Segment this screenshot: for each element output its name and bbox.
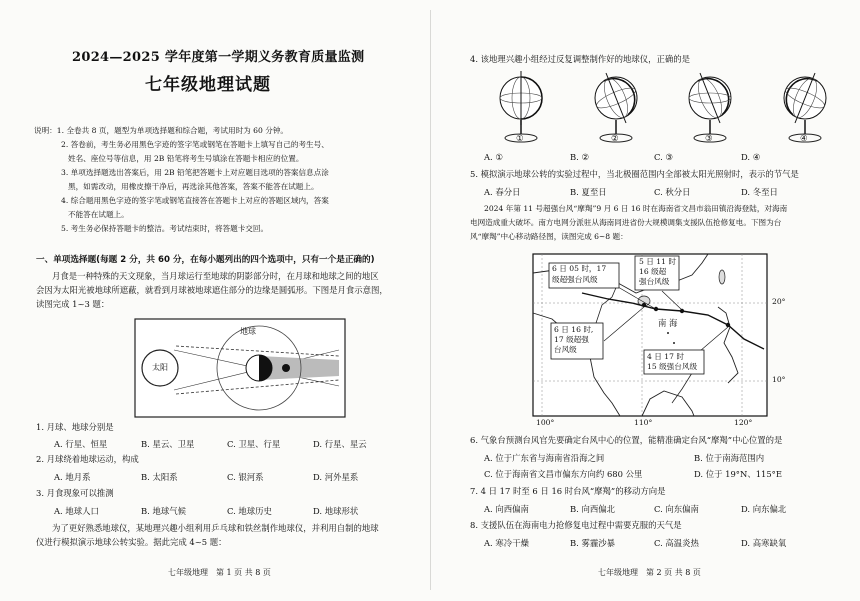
q3-stem: 3. 月食现象可以推测 xyxy=(36,488,114,498)
note-4b: 不能答在试题上。 xyxy=(68,210,129,219)
q5-option-d[interactable]: D. 冬至日 xyxy=(741,187,778,197)
q8-option-d[interactable]: D. 高寒缺氧 xyxy=(741,538,787,548)
q6-stem: 6. 气象台预测台风官先要确定台风中心的位置，能精准确定台风“摩羯”中心位置的是 xyxy=(470,435,783,445)
globe-3 xyxy=(689,73,731,142)
q2-option-c[interactable]: C. 银河系 xyxy=(227,472,264,482)
q7-option-d[interactable]: D. 向东偏北 xyxy=(741,504,787,514)
page-divider xyxy=(430,10,431,590)
intro3-line-2: 电网造成重大破坏。南方电网分派驻从海南同进省份大规模调集支援队伍抢修复电。下图为台 xyxy=(470,218,782,227)
globe-label-1: ① xyxy=(516,133,524,143)
globe-label-3: ③ xyxy=(705,133,713,143)
map-label-b-3: 强台风级 xyxy=(639,277,670,286)
intro3-line-3: 风“摩羯”中心移动路径图，读图完成 6~8 题： xyxy=(470,232,628,241)
q8-stem: 8. 支援队伍在海南电力抢修复电过程中需要克服的天气是 xyxy=(470,520,682,530)
globe-label-4: ④ xyxy=(800,133,808,143)
map-lat-10: 10° xyxy=(772,375,786,384)
globe-4 xyxy=(783,73,826,142)
map-label-c-2: 17 级超强 xyxy=(554,335,589,344)
globe-2 xyxy=(594,73,637,142)
q6-option-a[interactable]: A. 位于广东省与海南省沿海之间 xyxy=(484,453,605,463)
note-5: 5. 考生务必保持答题卡的整洁。考试结束时，将答题卡交回。 xyxy=(61,224,269,233)
map-label-b-2: 16 级超 xyxy=(639,267,667,276)
exam-title: 2024—2025 学年度第一学期义务教育质量监测 xyxy=(72,50,365,65)
map-lat-20: 20° xyxy=(772,297,786,306)
q2-option-d[interactable]: D. 河外星系 xyxy=(313,472,359,482)
map-label-d-1: 4 日 17 时 xyxy=(647,352,684,361)
section-heading: 一、单项选择题(每题 2 分，共 60 分，在每小题列出的四个选项中，只有一个是正确的) xyxy=(36,255,375,265)
q3-option-b[interactable]: B. 地球气候 xyxy=(141,506,186,516)
q1-stem: 1. 月球、地球分别是 xyxy=(36,422,114,432)
intro-line-2: 会因为太阳光被地球所遮蔽，就看到月球被地球遮住部分的边缘是圆弧形。下图是月食示意图， xyxy=(36,285,388,295)
q8-option-c[interactable]: C. 高温炎热 xyxy=(654,538,699,548)
globe-1 xyxy=(500,71,542,142)
map-lon-100: 100° xyxy=(536,418,555,427)
q2-option-b[interactable]: B. 太阳系 xyxy=(141,472,178,482)
q7-option-c[interactable]: C. 向东偏南 xyxy=(654,504,699,514)
map-label-a-1: 6 日 05 时，17 xyxy=(552,264,607,273)
q1-option-b[interactable]: B. 星云、卫星 xyxy=(141,439,195,449)
left-footer: 七年级地理 第 1 页 共 8 页 xyxy=(168,568,271,577)
q6-option-d[interactable]: D. 位于 19°N、115°E xyxy=(694,469,782,479)
map-lon-120: 120° xyxy=(734,418,753,427)
note-4: 4. 综合题用黑色字迹的签字笔或钢笔直接答在答题卡上对应的答题区域内，答案 xyxy=(61,196,329,205)
map-label-d-2: 15 级强台风级 xyxy=(647,362,698,371)
map-label-b-1: 5 日 11 时 xyxy=(639,257,676,266)
map-label-c-1: 6 日 16 时, xyxy=(554,325,594,334)
sun-label: 太阳 xyxy=(152,363,168,372)
q5-stem: 5. 模拟演示地球公转的实验过程中，当北极圈范围内全部被太阳光照射时，表示的节气是 xyxy=(470,169,799,179)
q2-stem: 2. 月球绕着地球运动，构成 xyxy=(36,454,139,464)
q7-option-b[interactable]: B. 向西偏北 xyxy=(570,504,615,514)
q3-option-a[interactable]: A. 地球人口 xyxy=(54,506,99,516)
map-label-c-3: 台风级 xyxy=(554,345,577,354)
q4-option-c[interactable]: C. ③ xyxy=(654,152,673,162)
q6-option-b[interactable]: B. 位于南海范围内 xyxy=(694,453,765,463)
q7-stem: 7. 4 日 17 时至 6 日 16 时台风“摩羯”的移动方向是 xyxy=(470,486,666,496)
q4-option-d[interactable]: D. ④ xyxy=(741,152,761,162)
q4-option-a[interactable]: A. ① xyxy=(484,152,503,162)
map-sea-label: 南 海 xyxy=(658,318,678,328)
q1-option-a[interactable]: A. 行星、恒星 xyxy=(54,439,108,449)
earth-label: 地球 xyxy=(240,327,256,336)
q1-option-c[interactable]: C. 卫星、行星 xyxy=(227,439,281,449)
intro2-line-1: 为了更好熟悉地球仪，某地理兴趣小组利用乒乓球和铁丝制作地球仪，并利用自制的地球 xyxy=(52,523,379,533)
intro2-line-2: 仪进行模拟演示地球公转实验。据此完成 4~5 题： xyxy=(36,537,227,547)
right-footer: 七年级地理 第 2 页 共 8 页 xyxy=(598,568,701,577)
globe-label-2: ② xyxy=(611,133,619,143)
q8-option-b[interactable]: B. 雾霾沙暴 xyxy=(570,538,615,548)
q5-option-c[interactable]: C. 秋分日 xyxy=(654,187,691,197)
exam-subtitle: 七年级地理试题 xyxy=(145,75,271,95)
note-2: 2. 答卷前，考生务必用黑色字迹的签字笔或钢笔在答题卡上填写自己的考生号、 xyxy=(61,140,329,149)
note-3b: 黑，如需改动，用橡皮擦干净后，再选涂其他答案，答案不能答在试题上。 xyxy=(68,182,319,191)
q6-option-c[interactable]: C. 位于海南省文昌市偏东方向约 680 公里 xyxy=(484,469,643,479)
q7-option-a[interactable]: A. 向西偏南 xyxy=(484,504,529,514)
q5-option-a[interactable]: A. 春分日 xyxy=(484,187,521,197)
q8-option-a[interactable]: A. 寒冷干燥 xyxy=(484,538,529,548)
globes-figure xyxy=(476,68,840,144)
q3-option-d[interactable]: D. 地球形状 xyxy=(313,506,359,516)
q5-option-b[interactable]: B. 夏至日 xyxy=(570,187,607,197)
intro3-line-1: 2024 年第 11 号超强台风“摩羯”9 月 6 日 16 时在海南省文昌市翁田镇沿海登陆，对海南 xyxy=(484,204,788,213)
note-3: 3. 单项选择题选出答案后，用 2B 铅笔把答题卡上对应题目选项的答案信息点涂 xyxy=(61,168,329,177)
note-1: 说明：1. 全卷共 8 页，题型为单项选择题和综合题，考试用时为 60 分钟。 xyxy=(34,126,289,135)
q4-option-b[interactable]: B. ② xyxy=(570,152,589,162)
intro-line-1: 月食是一种特殊的天文现象，当月球运行至地球的阴影部分时，在月球和地球之间的地区 xyxy=(52,271,379,281)
q4-stem: 4. 该地理兴趣小组经过反复调整制作好的地球仪，正确的是 xyxy=(470,54,691,64)
q3-option-c[interactable]: C. 地球历史 xyxy=(227,506,272,516)
q2-option-a[interactable]: A. 地月系 xyxy=(54,472,91,482)
q1-option-d[interactable]: D. 行星、星云 xyxy=(313,439,367,449)
map-lon-110: 110° xyxy=(634,418,653,427)
note-2b: 姓名、座位号等信息，用 2B 铅笔将考生号填涂在答题卡相应的位置。 xyxy=(68,154,304,163)
intro-line-3: 读图完成 1~3 题： xyxy=(36,299,110,309)
map-label-a-2: 级超强台风级 xyxy=(552,275,598,284)
right-page xyxy=(432,0,860,601)
